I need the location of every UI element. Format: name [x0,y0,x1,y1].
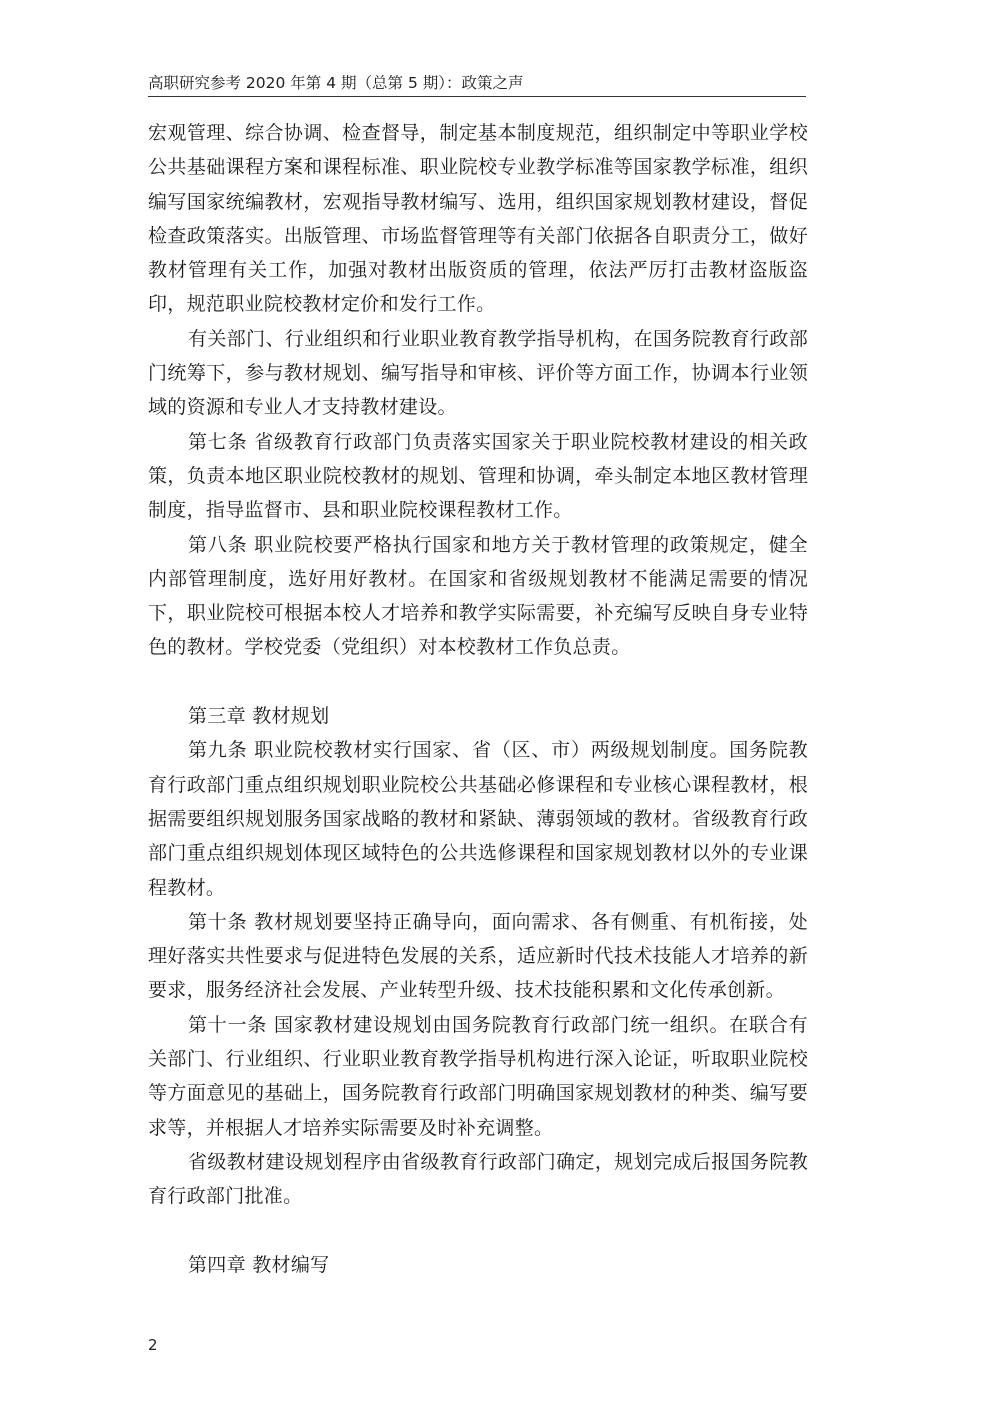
paragraph-provincial-planning: 省级教材建设规划程序由省级教育行政部门确定，规划完成后报国务院教育行政部门批准。 [148,1150,808,1208]
paragraph-article-10: 第十条 教材规划要坚持正确导向，面向需求、各有侧重、有机衔接，处理好落实共性要求与促进特色发展的关系，适应新时代技术技能人才培养的新要求，服务经济社会发展、产业转型升级、技术技能积累和文化传承创新。 [148,910,808,1002]
running-header: 高职研究参考 2020 年第 4 期（总第 5 期）：政策之声 [148,74,524,92]
section-gap [148,665,808,699]
page-number: 2 [148,1336,158,1354]
paragraph-continued: 宏观管理、综合协调、检查督导，制定基本制度规范，组织制定中等职业学校公共基础课程方案和课程标准、职业院校专业教学标准等国家教学标准，组织编写国家统编教材，宏观指导教材编写、选用，组织国家规划教材建设，督促检查政策落实。出版管理、市场监督管理等有关部门依据各自职责分工，做好教材管理有关工作，加强对教材出版资质的管理，依法严厉打击教材盗版盗印，规范职业院校教材定价和发行工作。 [148,122,808,316]
paragraph-article-9: 第九条 职业院校教材实行国家、省（区、市）两级规划制度。国务院教育行政部门重点组织规划职业院校公共基础必修课程和专业核心课程教材，根据需要组织规划服务国家战略的教材和紧缺、薄弱领域的教材。省级教育行政部门重点组织规划体现区域特色的公共选修课程和国家规划教材以外的专业课程教材。 [148,739,808,899]
section-gap [148,1214,808,1248]
chapter-4-heading: 第四章 教材编写 [188,1253,330,1276]
header-rule [148,96,806,97]
paragraph-article-8: 第八条 职业院校要严格执行国家和地方关于教材管理的政策规定，健全内部管理制度，选好用好教材。在国家和省级规划教材不能满足需要的情况下，职业院校可根据本校人才培养和教学实际需要，补充编写反映自身专业特色的教材。学校党委（党组织）对本校教材工作负总责。 [148,533,808,659]
paragraph-departments: 有关部门、行业组织和行业职业教育教学指导机构，在国务院教育行政部门统筹下，参与教材规划、编写指导和审核、评价等方面工作，协调本行业领域的资源和专业人才支持教材建设。 [148,327,808,419]
paragraph-article-7: 第七条 省级教育行政部门负责落实国家关于职业院校教材建设的相关政策，负责本地区职业院校教材的规划、管理和协调，牵头制定本地区教材管理制度，指导监督市、县和职业院校课程教材工作。 [148,430,808,522]
paragraph-article-11: 第十一条 国家教材建设规划由国务院教育行政部门统一组织。在联合有关部门、行业组织、行业职业教育教学指导机构进行深入论证，听取职业院校等方面意见的基础上，国务院教育行政部门明确国家规划教材的种类、编写要求等，并根据人才培养实际需要及时补充调整。 [148,1013,808,1139]
chapter-3-heading: 第三章 教材规划 [188,705,330,728]
document-body [148,116,808,1282]
